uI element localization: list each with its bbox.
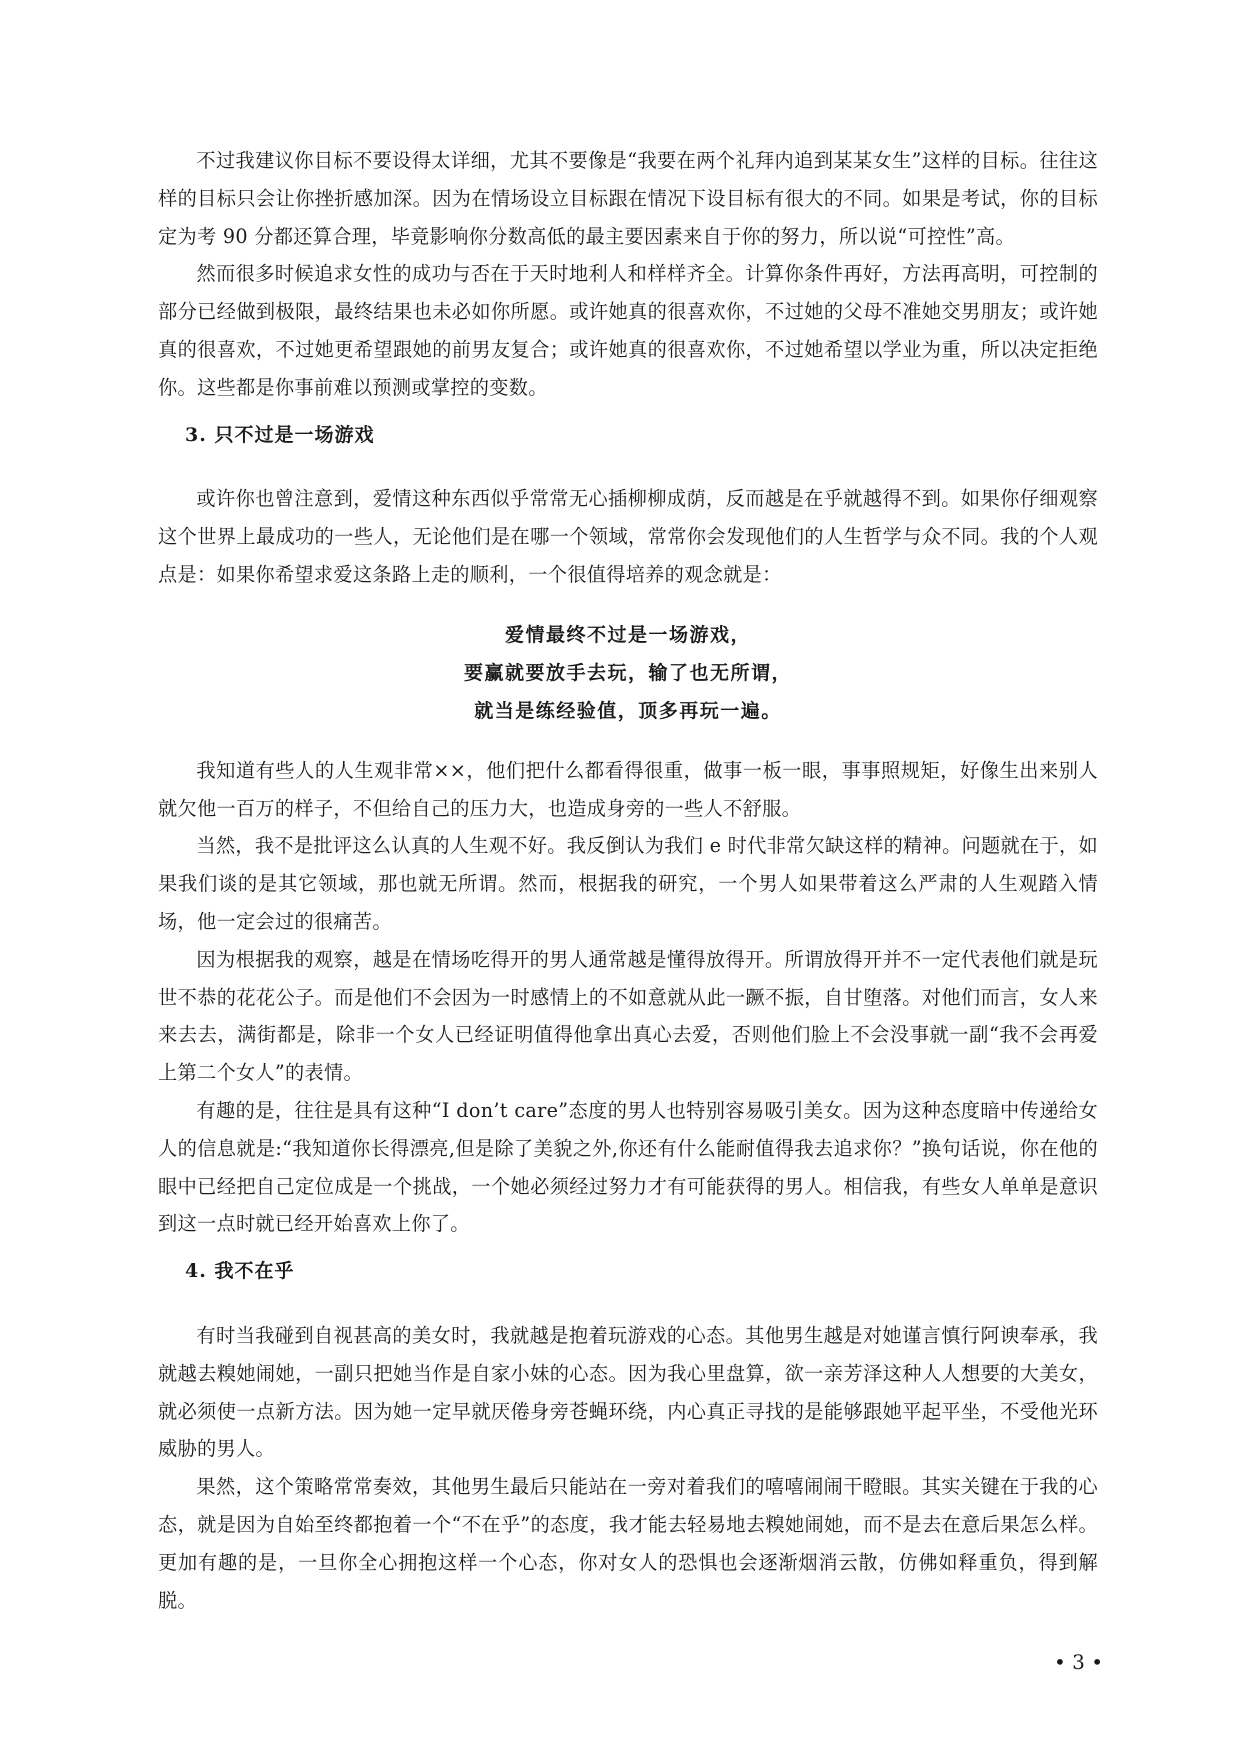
page-number: • 3 •: [1053, 1650, 1103, 1674]
paragraph-serious-outlook: 我知道有些人的人生观非常××，他们把什么都看得很重，做事一板一眼，事事照规矩，好像生出来别人就欠他一百万的样子，不但给自己的压力大，也造成身旁的一些人不舒服。: [158, 758, 1098, 820]
page-body: [158, 142, 1098, 1619]
paragraph-let-go: 因为根据我的观察，越是在情场吃得开的男人通常越是懂得放得开。所谓放得开并不一定代表他们就是玩世不恭的花花公子。而是他们不会因为一时感情上的不如意就从此一蹶不振，自甘堕落。对他们而言，女人来来去去，满街都是，除非一个女人已经证明值得他拿出真心去爱，否则他们脸上不会没事就一副“我不会再爱上第二个女人”的表情。: [158, 947, 1098, 1085]
quote-line: 爱情最终不过是一场游戏，: [504, 623, 751, 646]
section-4-heading: 4. 我不在乎: [185, 1260, 295, 1283]
section-3-intro: 或许你也曾注意到，爱情这种东西似乎常常无心插柳柳成荫，反而越是在乎就越得不到。如果你仔细观察这个世界上最成功的一些人，无论他们是在哪一个领域，常常你会发现他们的人生哲学与众不同。我的个人观点是：如果你希望求爱这条路上走的顺利，一个很值得培养的观念就是：: [158, 487, 1098, 586]
highlighted-quote: [158, 616, 1098, 730]
paragraph-not-criticizing: 当然，我不是批评这么认真的人生观不好。我反倒认为我们 e 时代非常欠缺这样的精神。问题就在于，如果我们谈的是其它领域，那也就无所谓。然而，根据我的研究，一个男人如果带着这么严肃的人生观踏入情场，他一定会过的很痛苦。: [158, 834, 1098, 933]
paragraph-goals-detail: 不过我建议你目标不要设得太详细，尤其不要像是“我要在两个礼拜内追到某某女生”这样的目标。往往这样的目标只会让你挫折感加深。因为在情场设立目标跟在情况下设目标有很大的不同。如果是考试，你的目标定为考 90 分都还算合理，毕竟影响你分数高低的最主要因素来自于你的努力，所以说“可控性”高。: [158, 149, 1098, 248]
paragraph-uncontrollable-factors: 然而很多时候追求女性的成功与否在于天时地利人和样样齐全。计算你条件再好，方法再高明，可控制的部分已经做到极限，最终结果也未必如你所愿。或许她真的很喜欢你，不过她的父母不准她交男朋友；或许她真的很喜欢，不过她更希望跟她的前男友复合；或许她真的很喜欢你，不过她希望以学业为重，所以决定拒绝你。这些都是你事前难以预测或掌控的变数。: [158, 262, 1098, 399]
paragraph-strategy-works: 果然，这个策略常常奏效，其他男生最后只能站在一旁对着我们的嘻嘻闹闹干瞪眼。其实关键在于我的心态，就是因为自始至终都抱着一个“不在乎”的态度，我才能去轻易地去糗她闹她，而不是去在意后果怎么样。更加有趣的是，一旦你全心拥抱这样一个心态，你对女人的恐惧也会逐渐烟消云散，仿佛如释重负，得到解脱。: [158, 1475, 1098, 1612]
paragraph-dont-care-attitude: 有趣的是，往往是具有这种“I don’t care”态度的男人也特别容易吸引美女。因为这种态度暗中传递给女人的信息就是:“我知道你长得漂亮,但是除了美貌之外,你还有什么能耐值得我去追求你？”换句话说，你在他的眼中已经把自己定位成是一个挑战，一个她必须经过努力才有可能获得的男人。相信我，有些女人单单是意识到这一点时就已经开始喜欢上你了。: [158, 1098, 1098, 1236]
section-3-heading: 3. 只不过是一场游戏: [185, 423, 375, 446]
paragraph-play-game-mindset: 有时当我碰到自视甚高的美女时，我就越是抱着玩游戏的心态。其他男生越是对她谨言慎行阿谀奉承，我就越去糗她闹她，一副只把她当作是自家小妹的心态。因为我心里盘算，欲一亲芳泽这种人人想要的大美女，就必须使一点新方法。因为她一定早就厌倦身旁苍蝇环绕，内心真正寻找的是能够跟她平起平坐，不受他光环威胁的男人。: [158, 1323, 1098, 1461]
quote-line: 要赢就要放手去玩，输了也无所谓，: [463, 661, 792, 684]
quote-line: 就当是练经验值，顶多再玩一遍。: [474, 699, 782, 722]
